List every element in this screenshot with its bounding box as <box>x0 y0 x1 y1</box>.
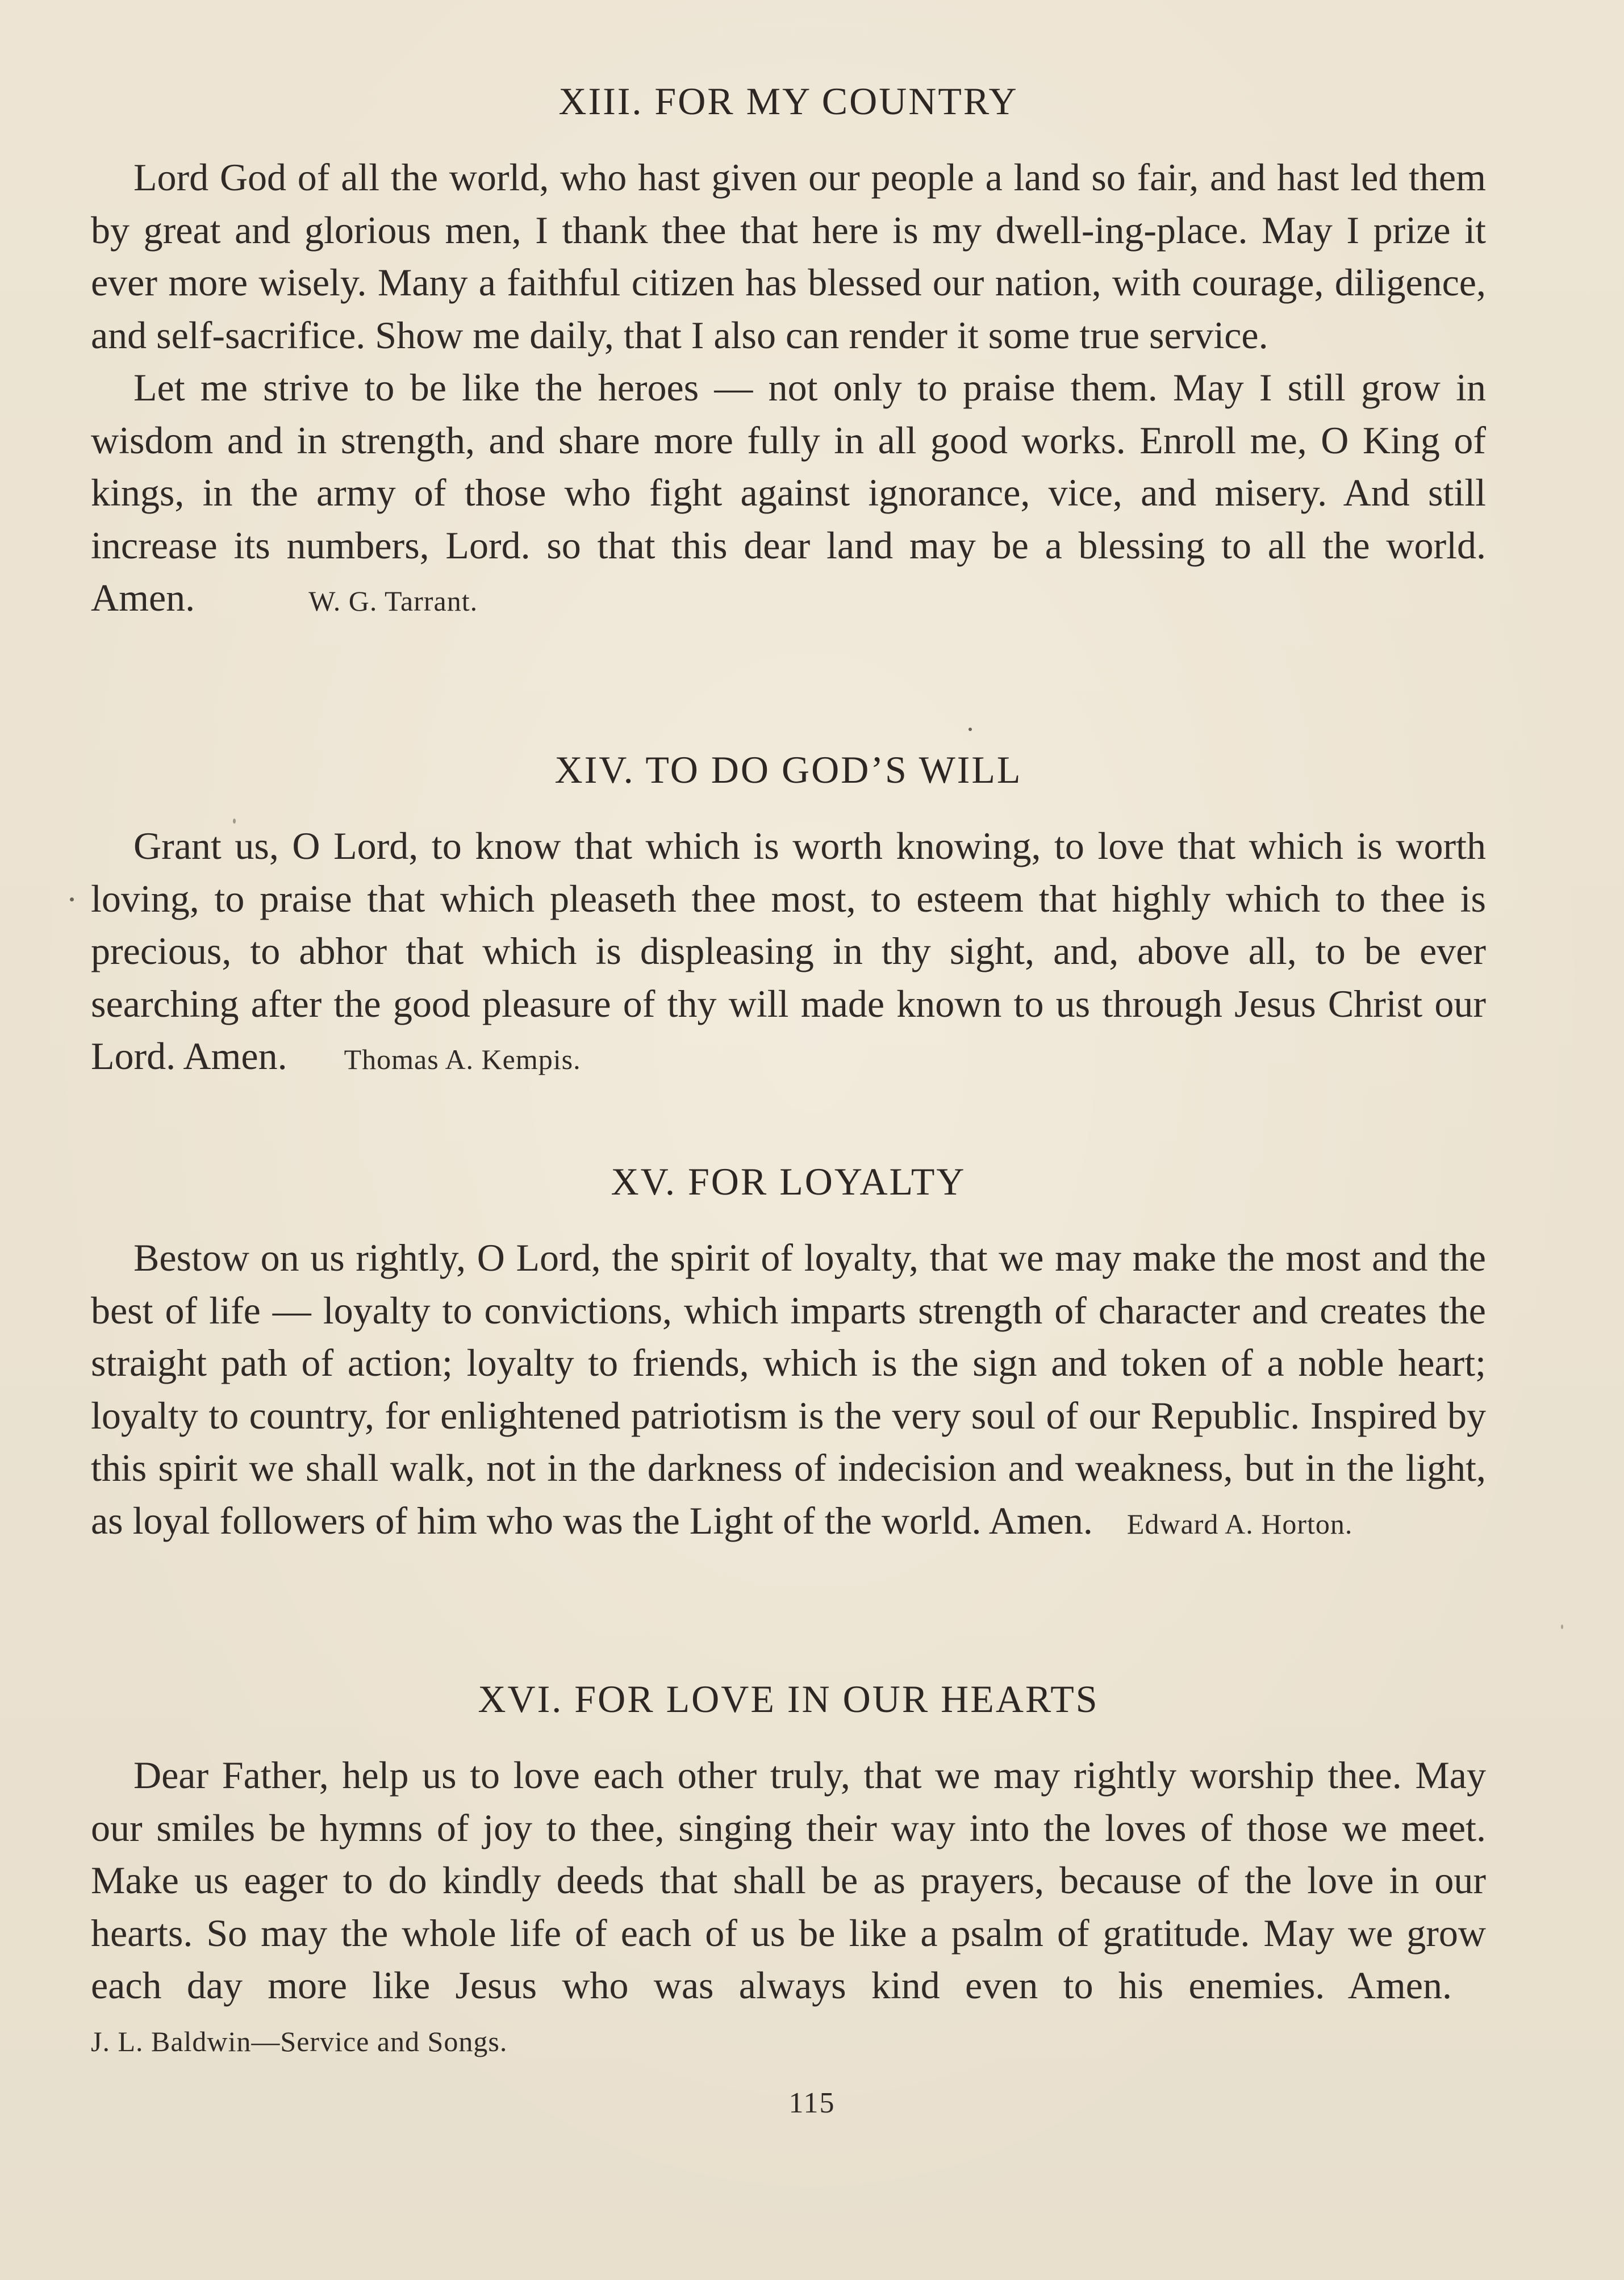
author-attribution: Edward A. Horton. <box>1126 1508 1353 1540</box>
page-number: 115 <box>788 2087 836 2119</box>
prayer-text: Grant us, O Lord, to know that which is worth knowing, to love that which is worth loving, to praise that which pleaseth thee most, to esteem that highly which to thee is precious, to abhor that which is displeasing in thy sight, and, above all, to be ever searching after the good pleasure of thy will made known to us through Jesus Christ our Lord. Amen. <box>91 824 1486 1078</box>
prayer-section-14 <box>91 747 1486 1086</box>
paper-speck <box>233 819 236 824</box>
section-heading: XV. FOR LOYALTY <box>611 1160 966 1203</box>
prayer-paragraph-with-attribution <box>91 820 1486 1086</box>
prayer-section-13 <box>91 78 1486 628</box>
author-attribution: J. L. Baldwin—Service and Songs. <box>91 2025 508 2057</box>
section-heading: XVI. FOR LOVE IN OUR HEARTS <box>478 1677 1099 1721</box>
paper-speck <box>968 728 972 731</box>
prayer-paragraph-with-attribution <box>91 1749 1486 2068</box>
prayer-paragraph-with-attribution <box>91 361 1486 628</box>
prayer-section-15 <box>91 1159 1486 1550</box>
prayer-paragraph-with-attribution <box>91 1231 1486 1550</box>
prayer-paragraph: Lord God of all the world, who hast given our people a land so fair, and hast led them by great and glorious men, I thank thee that here is my dwell-ing-place. May I prize it ever more wisely. Many a faithful citizen has blessed our nation, with courage, diligence, and self-sacrifice. Show me daily, that I also can render it some true service. <box>91 156 1486 357</box>
prayer-text: Bestow on us rightly, O Lord, the spirit of loyalty, that we may make the most and the best of life — loyalty to convictions, which imparts strength of character and creates the straight path of action; loyalty to friends, which is the sign and token of a noble heart; loyalty to country, for enlightened patriotism is the very soul of our Republic. Inspired by this spirit we shall walk, not in the darkness of indecision and weakness, but in the light, as loyal followers of him who was the Light of the world. Amen. <box>91 1236 1486 1542</box>
section-heading: XIII. FOR MY COUNTRY <box>558 80 1018 123</box>
author-attribution: W. G. Tarrant. <box>308 585 478 617</box>
prayer-section-16 <box>91 1676 1486 2068</box>
paper-speck <box>1561 1625 1563 1629</box>
prayer-text: Dear Father, help us to love each other truly, that we may rightly worship thee. May our smiles be hymns of joy to thee, singing their way into the loves of those we meet. Make us eager to do kindly deeds that shall be as prayers, because of the love in our hearts. So may the whole life of each of us be like a psalm of gratitude. May we grow each day more like Jesus who was always kind even to his enemies. Amen. <box>91 1753 1486 2007</box>
section-heading: XIV. TO DO GOD’S WILL <box>554 748 1022 791</box>
author-attribution: Thomas A. Kempis. <box>344 1043 581 1075</box>
prayer-text: Let me strive to be like the heroes — not only to praise them. May I still grow in wisdom and in strength, and share more fully in all good works. Enroll me, O King of kings, in the army of those who fight against ignorance, vice, and misery. And still increase its numbers, Lord. so that this dear land may be a blessing to all the world. Amen. <box>91 366 1486 619</box>
paper-speck <box>70 897 74 901</box>
